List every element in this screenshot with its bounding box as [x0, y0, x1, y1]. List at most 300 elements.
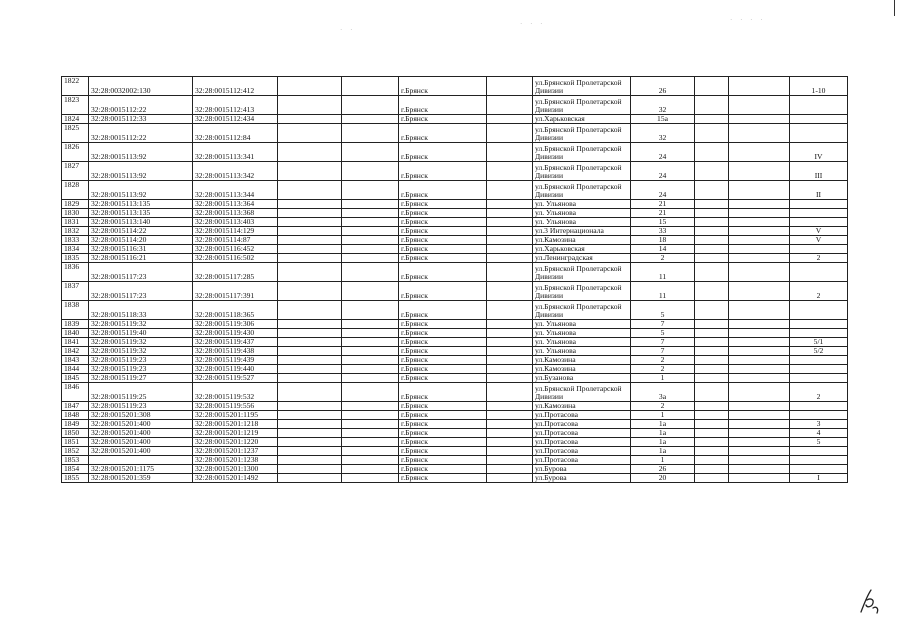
street-cell: ул. Ульянова	[533, 200, 631, 209]
parcel-number: 32:28:0015113:92	[89, 162, 193, 181]
empty-cell	[487, 447, 533, 456]
empty-cell	[729, 383, 790, 402]
street-cell: ул. Ульянова	[533, 338, 631, 347]
empty-cell	[729, 301, 790, 320]
empty-cell	[487, 143, 533, 162]
empty-cell	[695, 320, 729, 329]
parcel-number: 32:28:0015113:92	[89, 143, 193, 162]
row-number: 1846	[62, 383, 89, 402]
city-cell: г.Брянск	[399, 474, 487, 483]
table-row	[62, 347, 848, 356]
empty-cell	[342, 245, 399, 254]
parcel-number	[89, 456, 193, 465]
city-cell: г.Брянск	[399, 347, 487, 356]
city-cell: г.Брянск	[399, 263, 487, 282]
table-row	[62, 411, 848, 420]
row-number: 1847	[62, 402, 89, 411]
parcel-number: 32:28:0015113:92	[89, 181, 193, 200]
street-cell: ул.Протасова	[533, 411, 631, 420]
city-cell: г.Брянск	[399, 429, 487, 438]
empty-cell	[278, 438, 342, 447]
city-cell: г.Брянск	[399, 162, 487, 181]
empty-cell	[695, 282, 729, 301]
empty-cell	[729, 200, 790, 209]
empty-cell	[695, 329, 729, 338]
cadastral-number: 32:28:0015112:413	[193, 96, 278, 115]
house-number: 2	[631, 365, 695, 374]
house-number: 24	[631, 181, 695, 200]
empty-cell	[278, 200, 342, 209]
empty-cell	[278, 162, 342, 181]
table-row	[62, 301, 848, 320]
empty-cell	[695, 465, 729, 474]
empty-cell	[342, 402, 399, 411]
empty-cell	[487, 374, 533, 383]
parcel-number: 32:28:0015119:32	[89, 347, 193, 356]
cadastral-number: 32:28:0015201:1219	[193, 429, 278, 438]
table-row	[62, 181, 848, 200]
empty-cell	[729, 209, 790, 218]
empty-cell	[729, 456, 790, 465]
empty-cell	[278, 329, 342, 338]
cadastral-number: 32:28:0015116:502	[193, 254, 278, 263]
table-row	[62, 282, 848, 301]
empty-cell	[278, 356, 342, 365]
parcel-number: 32:28:0015116:31	[89, 245, 193, 254]
unit-number	[790, 356, 848, 365]
house-number: 24	[631, 143, 695, 162]
unit-number: 2	[790, 383, 848, 402]
empty-cell	[729, 402, 790, 411]
empty-cell	[278, 465, 342, 474]
empty-cell	[342, 209, 399, 218]
table-row	[62, 420, 848, 429]
empty-cell	[278, 236, 342, 245]
cadastral-number: 32:28:0015112:434	[193, 115, 278, 124]
row-number: 1842	[62, 347, 89, 356]
house-number: 24	[631, 162, 695, 181]
empty-cell	[695, 374, 729, 383]
empty-cell	[695, 447, 729, 456]
table-row	[62, 209, 848, 218]
empty-cell	[342, 338, 399, 347]
city-cell: г.Брянск	[399, 438, 487, 447]
empty-cell	[695, 181, 729, 200]
cadastral-number: 32:28:0015201:1300	[193, 465, 278, 474]
parcel-number: 32:28:0015201:400	[89, 420, 193, 429]
row-number: 1849	[62, 420, 89, 429]
unit-number	[790, 329, 848, 338]
table-row	[62, 218, 848, 227]
empty-cell	[278, 420, 342, 429]
empty-cell	[695, 236, 729, 245]
empty-cell	[342, 236, 399, 245]
cadastral-number: 32:28:0015119:527	[193, 374, 278, 383]
empty-cell	[278, 374, 342, 383]
house-number: 2	[631, 402, 695, 411]
unit-number: 1-10	[790, 77, 848, 96]
empty-cell	[487, 236, 533, 245]
house-number: 21	[631, 209, 695, 218]
empty-cell	[342, 356, 399, 365]
empty-cell	[695, 347, 729, 356]
empty-cell	[695, 162, 729, 181]
table-row	[62, 338, 848, 347]
street-cell: ул. Ульянова	[533, 218, 631, 227]
row-number: 1852	[62, 447, 89, 456]
empty-cell	[695, 200, 729, 209]
unit-number: 5/1	[790, 338, 848, 347]
cadastral-number: 32:28:0015201:1195	[193, 411, 278, 420]
row-number: 1831	[62, 218, 89, 227]
city-cell: г.Брянск	[399, 77, 487, 96]
street-cell: ул.Камозина	[533, 365, 631, 374]
unit-number	[790, 124, 848, 143]
empty-cell	[278, 209, 342, 218]
city-cell: г.Брянск	[399, 465, 487, 474]
parcel-number: 32:28:0015112:22	[89, 96, 193, 115]
empty-cell	[487, 429, 533, 438]
parcel-number: 32:28:0015117:23	[89, 282, 193, 301]
empty-cell	[487, 77, 533, 96]
scan-noise: · · ·	[520, 20, 546, 28]
row-number: 1834	[62, 245, 89, 254]
empty-cell	[278, 263, 342, 282]
empty-cell	[729, 365, 790, 374]
street-cell: ул.Брянской Пролетарской Дивизии	[533, 383, 631, 402]
cadastral-number: 32:28:0015201:1237	[193, 447, 278, 456]
house-number: 14	[631, 245, 695, 254]
unit-number: I	[790, 474, 848, 483]
cadastral-number: 32:28:0015119:438	[193, 347, 278, 356]
empty-cell	[278, 429, 342, 438]
empty-cell	[695, 356, 729, 365]
empty-cell	[695, 209, 729, 218]
house-number: 32	[631, 124, 695, 143]
house-number: 1а	[631, 420, 695, 429]
street-cell: ул.Камозина	[533, 402, 631, 411]
row-number: 1840	[62, 329, 89, 338]
street-cell: ул.Камозина	[533, 356, 631, 365]
table-row	[62, 254, 848, 263]
street-cell: ул.Харьковская	[533, 245, 631, 254]
empty-cell	[342, 301, 399, 320]
table-row	[62, 200, 848, 209]
empty-cell	[487, 218, 533, 227]
unit-number	[790, 115, 848, 124]
empty-cell	[278, 77, 342, 96]
house-number: 1а	[631, 447, 695, 456]
city-cell: г.Брянск	[399, 254, 487, 263]
house-number: 26	[631, 465, 695, 474]
city-cell: г.Брянск	[399, 411, 487, 420]
row-number: 1844	[62, 365, 89, 374]
empty-cell	[342, 218, 399, 227]
cadastral-number: 32:28:0015113:341	[193, 143, 278, 162]
parcel-number: 32:28:0015113:135	[89, 200, 193, 209]
empty-cell	[487, 162, 533, 181]
cadastral-number: 32:28:0015113:403	[193, 218, 278, 227]
city-cell: г.Брянск	[399, 200, 487, 209]
empty-cell	[729, 115, 790, 124]
house-number: 1	[631, 411, 695, 420]
empty-cell	[278, 227, 342, 236]
table-row	[62, 474, 848, 483]
row-number: 1824	[62, 115, 89, 124]
city-cell: г.Брянск	[399, 282, 487, 301]
row-number: 1837	[62, 282, 89, 301]
empty-cell	[487, 474, 533, 483]
cadastral-number: 32:28:0015116:452	[193, 245, 278, 254]
empty-cell	[342, 411, 399, 420]
unit-number: IV	[790, 143, 848, 162]
house-number: 15	[631, 218, 695, 227]
table-row	[62, 124, 848, 143]
empty-cell	[729, 143, 790, 162]
empty-cell	[487, 411, 533, 420]
empty-cell	[729, 347, 790, 356]
parcel-number: 32:28:0015201:400	[89, 447, 193, 456]
house-number: 26	[631, 77, 695, 96]
empty-cell	[729, 420, 790, 429]
unit-number	[790, 447, 848, 456]
empty-cell	[278, 245, 342, 254]
empty-cell	[342, 465, 399, 474]
street-cell: ул.Протасова	[533, 420, 631, 429]
row-number: 1854	[62, 465, 89, 474]
empty-cell	[342, 383, 399, 402]
empty-cell	[487, 96, 533, 115]
empty-cell	[695, 383, 729, 402]
street-cell: ул.Бурова	[533, 465, 631, 474]
row-number: 1825	[62, 124, 89, 143]
table-row	[62, 96, 848, 115]
empty-cell	[695, 456, 729, 465]
empty-cell	[487, 338, 533, 347]
city-cell: г.Брянск	[399, 338, 487, 347]
empty-cell	[487, 200, 533, 209]
city-cell: г.Брянск	[399, 356, 487, 365]
empty-cell	[487, 438, 533, 447]
empty-cell	[487, 115, 533, 124]
empty-cell	[487, 356, 533, 365]
empty-cell	[342, 77, 399, 96]
empty-cell	[695, 254, 729, 263]
parcel-number: 32:28:0032002:130	[89, 77, 193, 96]
empty-cell	[278, 96, 342, 115]
empty-cell	[729, 77, 790, 96]
house-number: 2	[631, 254, 695, 263]
city-cell: г.Брянск	[399, 227, 487, 236]
cadastral-number: 32:28:0015119:430	[193, 329, 278, 338]
table-row	[62, 456, 848, 465]
street-cell: ул. Ульянова	[533, 320, 631, 329]
house-number: 2	[631, 356, 695, 365]
empty-cell	[342, 162, 399, 181]
cadastral-number: 32:28:0015113:368	[193, 209, 278, 218]
table-row	[62, 447, 848, 456]
unit-number	[790, 374, 848, 383]
city-cell: г.Брянск	[399, 96, 487, 115]
cadastral-number: 32:28:0015119:556	[193, 402, 278, 411]
street-cell: ул.Харьковская	[533, 115, 631, 124]
unit-number: 2	[790, 254, 848, 263]
empty-cell	[729, 227, 790, 236]
empty-cell	[342, 254, 399, 263]
house-number: 11	[631, 263, 695, 282]
empty-cell	[487, 420, 533, 429]
parcel-number: 32:28:0015114:20	[89, 236, 193, 245]
parcel-number: 32:28:0015201:1175	[89, 465, 193, 474]
table-row	[62, 263, 848, 282]
city-cell: г.Брянск	[399, 301, 487, 320]
empty-cell	[729, 245, 790, 254]
row-number: 1851	[62, 438, 89, 447]
unit-number	[790, 218, 848, 227]
table-row	[62, 402, 848, 411]
city-cell: г.Брянск	[399, 245, 487, 254]
empty-cell	[278, 474, 342, 483]
row-number: 1838	[62, 301, 89, 320]
street-cell: ул.Протасова	[533, 447, 631, 456]
empty-cell	[278, 447, 342, 456]
parcel-number: 32:28:0015116:21	[89, 254, 193, 263]
house-number: 1	[631, 374, 695, 383]
empty-cell	[729, 320, 790, 329]
city-cell: г.Брянск	[399, 456, 487, 465]
parcel-number: 32:28:0015201:308	[89, 411, 193, 420]
empty-cell	[695, 474, 729, 483]
parcel-number: 32:28:0015119:32	[89, 320, 193, 329]
parcel-number: 32:28:0015119:27	[89, 374, 193, 383]
empty-cell	[729, 411, 790, 420]
unit-number	[790, 320, 848, 329]
street-cell: ул. Ульянова	[533, 329, 631, 338]
street-cell: ул. Ульянова	[533, 347, 631, 356]
row-number: 1853	[62, 456, 89, 465]
house-number: 20	[631, 474, 695, 483]
street-cell: ул.Брянской Пролетарской Дивизии	[533, 77, 631, 96]
street-cell: ул.Протасова	[533, 456, 631, 465]
house-number: 32	[631, 96, 695, 115]
registry-table	[61, 76, 848, 483]
empty-cell	[342, 347, 399, 356]
city-cell: г.Брянск	[399, 320, 487, 329]
parcel-number: 32:28:0015113:140	[89, 218, 193, 227]
unit-number: 5	[790, 438, 848, 447]
empty-cell	[695, 96, 729, 115]
parcel-number: 32:28:0015118:33	[89, 301, 193, 320]
house-number: 11	[631, 282, 695, 301]
table-row	[62, 77, 848, 96]
empty-cell	[487, 124, 533, 143]
empty-cell	[695, 438, 729, 447]
table-row	[62, 143, 848, 162]
table-row	[62, 365, 848, 374]
row-number: 1833	[62, 236, 89, 245]
table-row	[62, 429, 848, 438]
row-number: 1839	[62, 320, 89, 329]
row-number: 1848	[62, 411, 89, 420]
empty-cell	[487, 254, 533, 263]
city-cell: г.Брянск	[399, 115, 487, 124]
empty-cell	[695, 77, 729, 96]
parcel-number: 32:28:0015119:23	[89, 402, 193, 411]
empty-cell	[487, 301, 533, 320]
row-number: 1836	[62, 263, 89, 282]
unit-number	[790, 456, 848, 465]
street-cell: ул.Брянской Пролетарской Дивизии	[533, 143, 631, 162]
city-cell: г.Брянск	[399, 365, 487, 374]
parcel-number: 32:28:0015119:25	[89, 383, 193, 402]
table-row	[62, 374, 848, 383]
cadastral-number: 32:28:0015119:306	[193, 320, 278, 329]
street-cell: ул.Брянской Пролетарской Дивизии	[533, 96, 631, 115]
unit-number: V	[790, 227, 848, 236]
street-cell: ул.Брянской Пролетарской Дивизии	[533, 282, 631, 301]
unit-number	[790, 365, 848, 374]
empty-cell	[695, 365, 729, 374]
empty-cell	[729, 162, 790, 181]
empty-cell	[695, 420, 729, 429]
row-number: 1835	[62, 254, 89, 263]
empty-cell	[695, 245, 729, 254]
cadastral-number: 32:28:0015119:437	[193, 338, 278, 347]
city-cell: г.Брянск	[399, 447, 487, 456]
table-row	[62, 329, 848, 338]
empty-cell	[278, 456, 342, 465]
cadastral-number: 32:28:0015113:342	[193, 162, 278, 181]
empty-cell	[342, 282, 399, 301]
empty-cell	[342, 115, 399, 124]
empty-cell	[695, 218, 729, 227]
unit-number	[790, 301, 848, 320]
cadastral-number: 32:28:0015112:84	[193, 124, 278, 143]
row-number: 1832	[62, 227, 89, 236]
row-number: 1841	[62, 338, 89, 347]
unit-number	[790, 263, 848, 282]
empty-cell	[729, 429, 790, 438]
empty-cell	[342, 456, 399, 465]
unit-number	[790, 245, 848, 254]
cadastral-number: 32:28:0015117:285	[193, 263, 278, 282]
street-cell: ул.Протасова	[533, 429, 631, 438]
empty-cell	[278, 365, 342, 374]
city-cell: г.Брянск	[399, 124, 487, 143]
empty-cell	[487, 245, 533, 254]
parcel-number: 32:28:0015112:22	[89, 124, 193, 143]
house-number: 7	[631, 347, 695, 356]
empty-cell	[278, 218, 342, 227]
row-number: 1850	[62, 429, 89, 438]
scan-noise: · · · ·	[730, 16, 766, 24]
parcel-number: 32:28:0015117:23	[89, 263, 193, 282]
row-number: 1823	[62, 96, 89, 115]
table-row	[62, 465, 848, 474]
unit-number: III	[790, 162, 848, 181]
table-row	[62, 227, 848, 236]
house-number: 18	[631, 236, 695, 245]
city-cell: г.Брянск	[399, 143, 487, 162]
empty-cell	[278, 411, 342, 420]
city-cell: г.Брянск	[399, 383, 487, 402]
empty-cell	[487, 227, 533, 236]
city-cell: г.Брянск	[399, 329, 487, 338]
empty-cell	[729, 474, 790, 483]
empty-cell	[278, 254, 342, 263]
street-cell: ул.Брянской Пролетарской Дивизии	[533, 162, 631, 181]
empty-cell	[342, 365, 399, 374]
